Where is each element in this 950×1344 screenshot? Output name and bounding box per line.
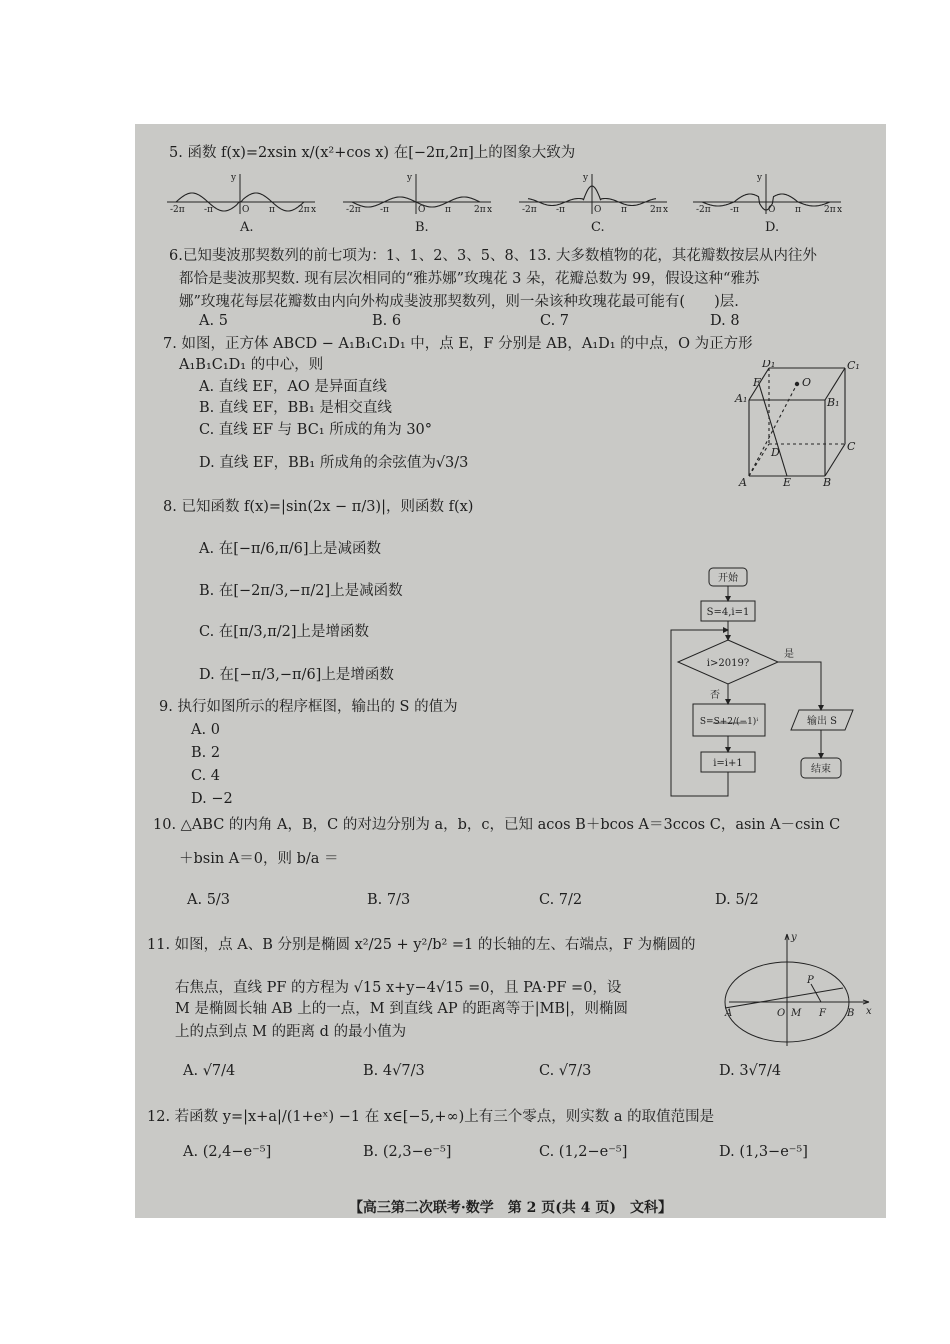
ellipse-label-o: O: [777, 1008, 786, 1019]
q5-graph-label-c: C.: [591, 220, 605, 235]
q5-label-o: O: [594, 205, 602, 215]
q5-label-neg2pi: -2π: [696, 205, 711, 215]
q11-option-c: C. √7/3: [539, 1063, 592, 1079]
q6-line1: 6.已知斐波那契数列的前七项为：1、1、2、3、5、8、13. 大多数植物的花，其花瓣数按层从内往外: [169, 248, 817, 264]
q5-label-o: O: [768, 205, 776, 215]
page-footer: 【高三第二次联考·数学 第 2 页(共 4 页) 文科】: [348, 1200, 673, 1216]
ellipse-label-f: F: [819, 1008, 826, 1019]
q9-option-d: D. −2: [191, 791, 233, 807]
q10-option-d: D. 5/2: [715, 892, 759, 908]
q10-option-a: A. 5/3: [187, 892, 231, 908]
q8-option-d: D. 在[−π/3,−π/6]上是增函数: [199, 667, 394, 683]
q5-label-2pi: 2π: [298, 205, 310, 215]
cube-label-d1: D₁: [762, 360, 776, 370]
q8-option-a: A. 在[−π/6,π/6]上是减函数: [199, 541, 382, 557]
flow-no-label: 否: [710, 690, 720, 701]
cube-label-f: F: [753, 376, 761, 389]
q7-option-a: A. 直线 EF，AO 是异面直线: [199, 379, 387, 395]
q12-option-a: A. (2,4−e⁻⁵]: [183, 1144, 272, 1160]
q11-line4: 上的点到点 M 的距离 d 的最小值为: [175, 1024, 407, 1040]
q9-option-a: A. 0: [191, 722, 220, 738]
q5-label-2pi: 2π: [650, 205, 662, 215]
q7-option-d: D. 直线 EF，BB₁ 所成角的余弦值为√3/3: [199, 455, 469, 471]
q7-line1: 7. 如图，正方体 ABCD − A₁B₁C₁D₁ 中，点 E，F 分别是 AB，A₁D₁ 的中点，O 为正方形: [163, 336, 753, 352]
cube-label-e: E: [783, 476, 792, 488]
q12-option-b: B. (2,3−e⁻⁵]: [363, 1144, 452, 1160]
q6-line2: 都恰是斐波那契数. 现有层次相同的“雅苏娜”玫瑰花 3 朵，花瓣总数为 99，假设这种“雅苏: [179, 271, 760, 287]
flow-condition-text: i>2019?: [706, 658, 750, 669]
q5-label-x: x: [311, 205, 317, 215]
q5-label-neg2pi: -2π: [522, 205, 537, 215]
q10-option-b: B. 7/3: [367, 892, 411, 908]
cube-label-c1: C₁: [847, 360, 860, 372]
q5-label-y: y: [231, 173, 237, 183]
q5-label-o: O: [242, 205, 250, 215]
q5-graph-label-a: A.: [240, 220, 254, 235]
cube-label-d: D: [771, 446, 780, 459]
q12-option-d: D. (1,3−e⁻⁵]: [719, 1144, 808, 1160]
q5-label-pi: π: [621, 205, 627, 215]
q5-graph-label-b: B.: [415, 220, 429, 235]
q9-option-c: C. 4: [191, 768, 221, 784]
q10-line2: ＋bsin A＝0，则 b/a ＝: [179, 851, 339, 867]
q5-label-neg2pi: -2π: [170, 205, 185, 215]
q10-line1: 10. △ABC 的内角 A，B，C 的对边分别为 a，b，c，已知 acos B＋bcos A＝3ccos C，asin A－csin C: [153, 817, 841, 833]
q7-line2: A₁B₁C₁D₁ 的中心，则: [179, 357, 324, 373]
q11-option-a: A. √7/4: [183, 1063, 236, 1079]
q5-label-y: y: [407, 173, 413, 183]
flow-init-text: S=4,i=1: [706, 607, 750, 618]
q7-option-c: C. 直线 EF 与 BC₁ 所成的角为 30°: [199, 422, 433, 438]
q5-graph-label-d: D.: [765, 220, 780, 235]
cube-label-a: A: [739, 476, 747, 488]
q5-label-x: x: [837, 205, 843, 215]
q11-line2: 右焦点，直线 PF 的方程为 √15 x+y−4√15 =0，且 PA·PF =0，设: [175, 980, 622, 996]
q5-label-pi: π: [269, 205, 275, 215]
cube-label-c: C: [847, 440, 856, 453]
ellipse-label-a: A: [725, 1008, 733, 1019]
q5-label-negpi: -π: [730, 205, 739, 215]
q8-stem: 8. 已知函数 f(x)=|sin(2x − π/3)|，则函数 f(x): [163, 499, 474, 515]
ellipse-figure: [723, 930, 875, 1050]
q5-label-x: x: [663, 205, 669, 215]
q5-label-neg2pi: -2π: [346, 205, 361, 215]
q5-label-2pi: 2π: [824, 205, 836, 215]
q8-option-c: C. 在[π/3,π/2]上是增函数: [199, 624, 369, 640]
q12-option-c: C. (1,2−e⁻⁵]: [539, 1144, 628, 1160]
flowchart: [663, 564, 863, 804]
cube-label-a1: A₁: [735, 392, 748, 405]
q6-option-d: D. 8: [710, 313, 740, 329]
ellipse-label-p: P: [807, 975, 814, 986]
q6-option-a: A. 5: [199, 313, 228, 329]
flow-end-text: 结束: [811, 764, 831, 775]
q5-label-o: O: [418, 205, 426, 215]
q12-stem: 12. 若函数 y=|x+a|/(1+eˣ) −1 在 x∈[−5,+∞)上有三个零点，则实数 a 的取值范围是: [147, 1109, 715, 1125]
q11-option-b: B. 4√7/3: [363, 1063, 425, 1079]
q5-label-negpi: -π: [380, 205, 389, 215]
q11-option-d: D. 3√7/4: [719, 1063, 782, 1079]
cube-label-o: O: [802, 376, 812, 389]
cube-label-b: B: [823, 476, 832, 488]
cube-label-b1: B₁: [827, 396, 840, 409]
q6-option-b: B. 6: [372, 313, 402, 329]
q5-label-negpi: -π: [204, 205, 213, 215]
ellipse-axis-x: x: [866, 1006, 872, 1017]
ellipse-label-b: B: [847, 1008, 855, 1019]
flow-start-text: 开始: [718, 573, 738, 584]
q8-option-b: B. 在[−2π/3,−π/2]上是减函数: [199, 583, 403, 599]
q5-label-2pi: 2π: [474, 205, 486, 215]
flow-update-text: S=S+2/(−1)ⁱ: [699, 717, 759, 727]
q9-stem: 9. 执行如图所示的程序框图，输出的 S 的值为: [159, 699, 458, 715]
q10-option-c: C. 7/2: [539, 892, 583, 908]
q7-option-b: B. 直线 EF，BB₁ 是相交直线: [199, 400, 392, 416]
q11-line3: M 是椭圆长轴 AB 上的一点，M 到直线 AP 的距离等于|MB|，则椭圆: [175, 1001, 628, 1017]
q5-stem: 5. 函数 f(x)=2xsin x/(x²+cos x) 在[−2π,2π]上的图象大致为: [169, 145, 576, 161]
flow-increment-text: i=i+1: [713, 758, 743, 769]
q5-label-pi: π: [795, 205, 801, 215]
q11-line1: 11. 如图，点 A、B 分别是椭圆 x²/25 + y²/b² =1 的长轴的左、右端点，F 为椭圆的: [147, 937, 696, 953]
q9-option-b: B. 2: [191, 745, 221, 761]
q5-label-negpi: -π: [556, 205, 565, 215]
q5-label-y: y: [583, 173, 589, 183]
q5-label-x: x: [487, 205, 493, 215]
q5-label-pi: π: [445, 205, 451, 215]
flow-yes-label: 是: [784, 649, 794, 660]
ellipse-axis-y: y: [791, 932, 797, 943]
ellipse-label-m: M: [791, 1008, 802, 1019]
flow-output-text: 输出 S: [806, 716, 838, 727]
exam-page: [135, 124, 886, 1218]
q6-option-c: C. 7: [540, 313, 570, 329]
q5-graphs: [165, 172, 865, 236]
q5-label-y: y: [757, 173, 763, 183]
cube-figure: [733, 360, 863, 488]
point-o-dot: [795, 382, 799, 386]
q6-line3: 娜”玫瑰花每层花瓣数由内向外构成斐波那契数列，则一朵该种玫瑰花最可能有( )层.: [179, 294, 739, 310]
